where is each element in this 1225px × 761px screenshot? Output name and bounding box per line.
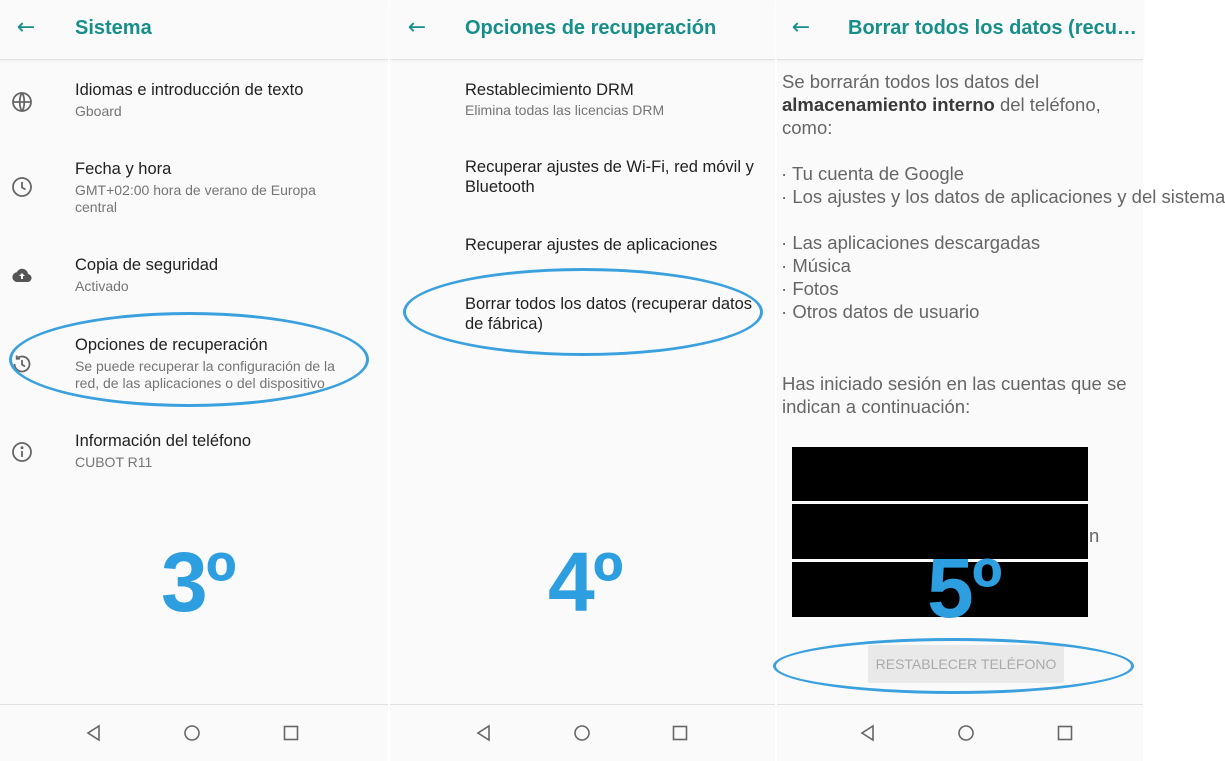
option-drm-reset[interactable] [390, 78, 775, 123]
settings-item-phone-info[interactable] [0, 430, 388, 475]
nav-back-icon[interactable] [474, 723, 494, 743]
reset-phone-button[interactable]: RESTABLECER TELÉFONO [868, 645, 1064, 683]
settings-item-date-time[interactable] [0, 158, 388, 220]
bullet-item: · Otros datos de usuario [781, 301, 980, 322]
settings-item-recovery-options[interactable] [0, 334, 388, 396]
intro-text-bold: almacenamiento interno [782, 94, 995, 115]
app-bar [390, 0, 775, 60]
nav-back-icon[interactable] [84, 723, 104, 743]
item-title: Recuperar ajustes de Wi-Fi, red móvil y Bluetooth [465, 158, 754, 196]
intro-text-part: Se borrarán todos los datos del [782, 71, 1040, 92]
globe-icon [10, 90, 34, 114]
system-nav-bar [777, 704, 1143, 761]
item-title: Recuperar ajustes de aplicaciones [465, 236, 718, 254]
info-icon [10, 440, 34, 464]
step-label: 3º [161, 535, 235, 629]
item-title: Fecha y hora [75, 160, 172, 178]
item-title: Información del teléfono [75, 432, 252, 450]
bullet-text: Música [792, 255, 851, 276]
back-arrow-icon[interactable]: ← [791, 15, 811, 40]
bullet-item: · Tu cuenta de Google [781, 163, 965, 184]
nav-recents-icon[interactable] [281, 723, 301, 743]
settings-item-backup[interactable] [0, 254, 388, 299]
nav-home-icon[interactable] [182, 723, 202, 743]
settings-panel-system [0, 0, 388, 761]
bullet-item: · Los ajustes y los datos de aplicaciones y del sistema [781, 186, 1225, 207]
bullet-item: · Las aplicaciones descargadas [781, 232, 1041, 253]
bullet-text: Los ajustes y los datos de aplicaciones y del sistema [792, 186, 1225, 207]
item-title: Restablecimiento DRM [465, 81, 634, 99]
item-subtitle: Activado [75, 278, 129, 294]
back-arrow-icon[interactable]: ← [16, 15, 36, 40]
back-arrow-icon[interactable]: ← [407, 15, 427, 40]
page-title: Opciones de recuperación [465, 17, 717, 39]
intro-text-part: del teléfono, como: [782, 94, 1101, 138]
app-bar [777, 0, 1143, 60]
item-subtitle: CUBOT R11 [75, 454, 153, 470]
option-factory-reset[interactable] [390, 293, 775, 337]
nav-recents-icon[interactable] [670, 723, 690, 743]
system-nav-bar [390, 704, 775, 761]
bullet-text: Fotos [792, 278, 839, 299]
item-title: Idiomas e introducción de texto [75, 81, 304, 99]
page-title: Borrar todos los datos (recu… [848, 17, 1137, 39]
item-title: Borrar todos los datos (recuperar datos de fábrica) [465, 295, 753, 333]
step-label: 5º [927, 541, 1001, 635]
option-reset-network[interactable] [390, 156, 775, 200]
page-title: Sistema [75, 17, 152, 39]
option-reset-apps[interactable] [390, 234, 775, 258]
item-title: Opciones de recuperación [75, 336, 268, 354]
nav-recents-icon[interactable] [1055, 723, 1075, 743]
item-subtitle: Gboard [75, 103, 122, 119]
accounts-text: Has iniciado sesión en las cuentas que se indican a continuación: [782, 373, 1127, 417]
cloud-upload-icon [10, 263, 34, 287]
nav-home-icon[interactable] [956, 723, 976, 743]
item-subtitle: Elimina todas las licencias DRM [465, 102, 665, 118]
redacted-account [792, 447, 1088, 501]
item-title: Copia de seguridad [75, 256, 219, 274]
partial-text: n [1089, 525, 1100, 546]
bullet-text: Otros datos de usuario [792, 301, 980, 322]
bullet-text: Tu cuenta de Google [791, 163, 965, 184]
step-label: 4º [548, 535, 622, 629]
nav-home-icon[interactable] [572, 723, 592, 743]
bullet-item: · Música [781, 255, 851, 276]
history-icon [10, 352, 34, 376]
item-subtitle: Se puede recuperar la configuración de la red, de las aplicaciones o del dispositivo [75, 358, 335, 391]
settings-item-languages[interactable] [0, 78, 388, 128]
item-subtitle: GMT+02:00 hora de verano de Europa central [75, 182, 316, 215]
factory-reset-panel [777, 0, 1225, 761]
bullet-text: Las aplicaciones descargadas [792, 232, 1041, 253]
app-bar [0, 0, 388, 60]
system-nav-bar [0, 704, 388, 761]
nav-back-icon[interactable] [858, 723, 878, 743]
clock-icon [10, 175, 34, 199]
settings-panel-recovery [390, 0, 775, 761]
intro-text [782, 70, 1139, 139]
bullet-item: · Fotos [781, 278, 839, 299]
